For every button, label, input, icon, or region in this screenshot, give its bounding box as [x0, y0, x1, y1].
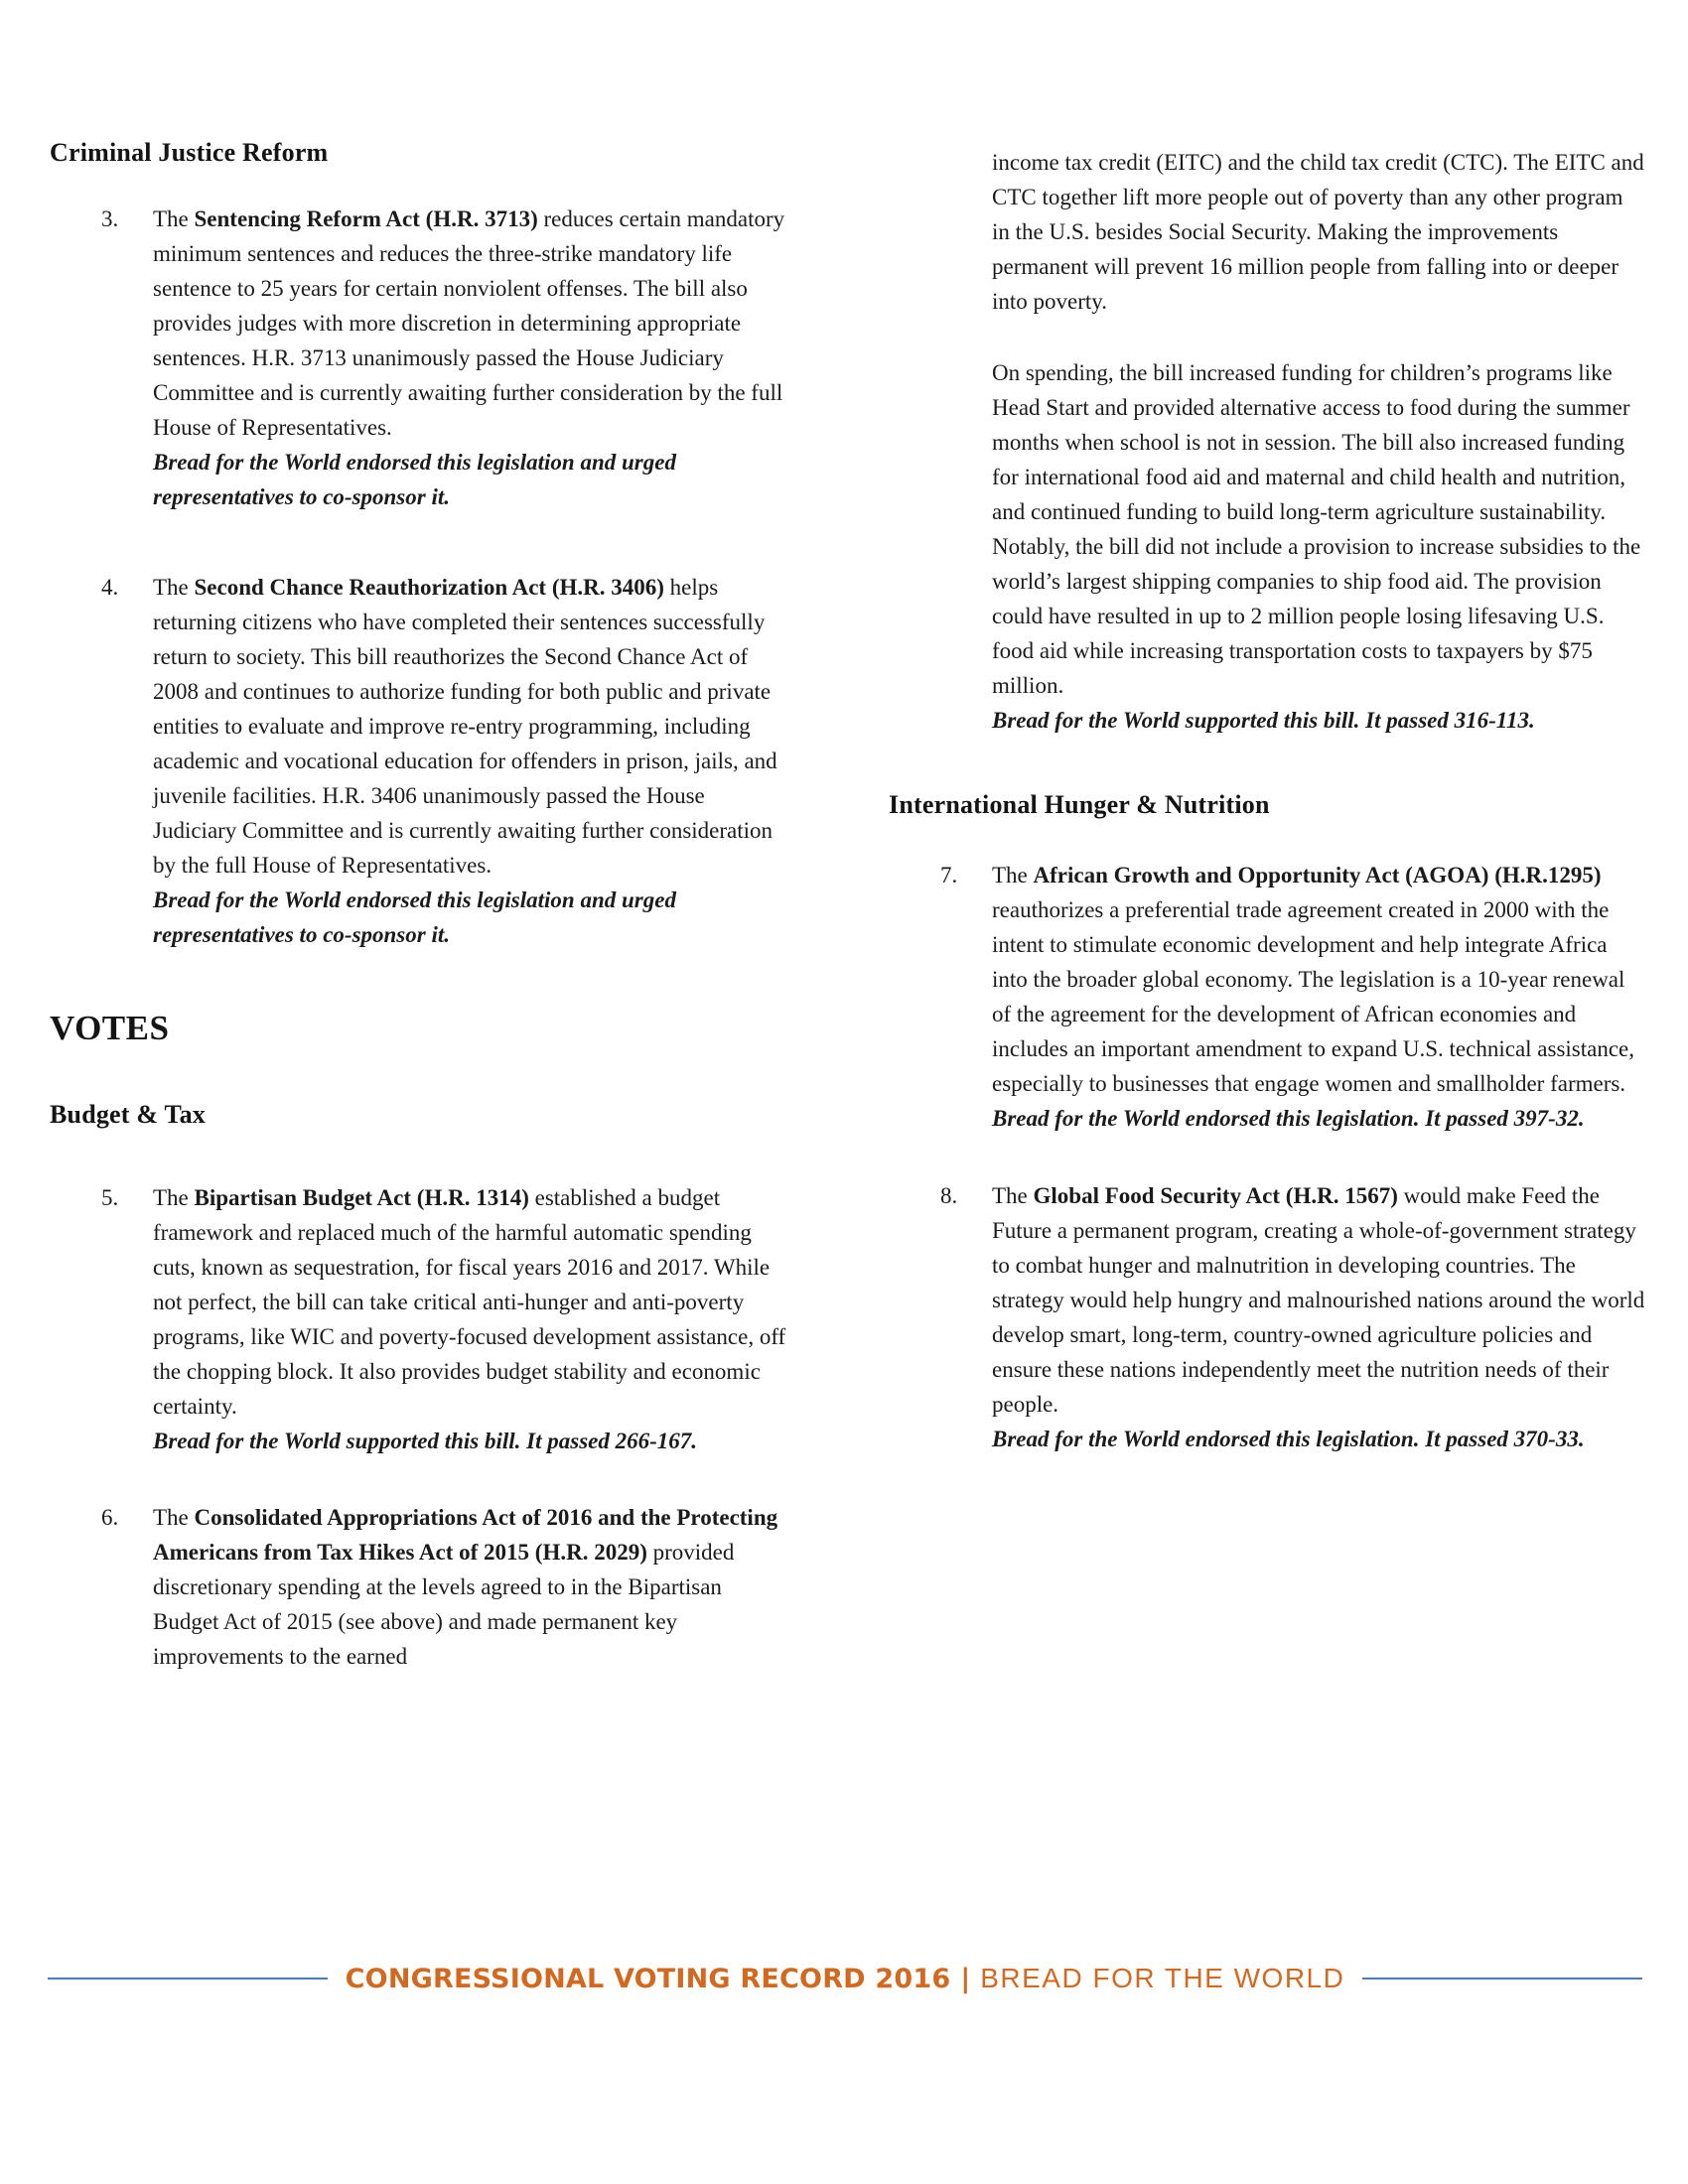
endorsement-note: Bread for the World supported this bill. It passed 316-113. [992, 708, 1535, 733]
item-description: established a budget framework and replaced much of the harmful automatic spending cuts, known as sequestration, for fiscal years 2016 and 2017. While not perfect, the bill can take critical anti-hunger and anti-poverty programs, like WIC and poverty-focused development assistance, off the chopping block. It also provides budget stability and economic certainty. [153, 1185, 786, 1419]
right-column [889, 145, 1645, 1456]
list-item-number: 3. [101, 206, 119, 231]
list-item-body [153, 1180, 788, 1458]
footer-rule-left [48, 1978, 328, 1979]
list-item-4 [50, 570, 788, 952]
item-lead-text: The [153, 206, 195, 231]
continuation-paragraph-1: income tax credit (EITC) and the child tax credit (CTC). The EITC and CTC together lift more people out of poverty than any other program in the U.S. besides Social Security. Making the improvements permanent will prevent 16 million people from falling into or deeper into poverty. [992, 150, 1644, 314]
bill-name: Sentencing Reform Act (H.R. 3713) [194, 206, 538, 231]
item-lead-text: The [153, 1185, 195, 1210]
list-item-8 [889, 1178, 1645, 1456]
list-item-body [153, 202, 788, 514]
list-item-6 [50, 1500, 788, 1674]
list-item-number: 8. [940, 1183, 958, 1208]
endorsement-note: Bread for the World endorsed this legislation and urged representatives to co-sponsor it. [153, 887, 676, 947]
list-item-number: 6. [101, 1505, 119, 1530]
item-description: helps returning citizens who have completed their sentences successfully return to society. This bill reauthorizes the Second Chance Act of 2008 and continues to authorize funding for both public and private entities to evaluate and improve re-entry programming, including academic and vocational education for offenders in prison, jails, and juvenile facilities. H.R. 3406 unanimously passed the House Judiciary Committee and is currently awaiting further consideration by the full House of Representatives. [153, 575, 777, 878]
footer-rule-right [1362, 1978, 1642, 1979]
item-lead-text: The [153, 575, 195, 600]
item-description: provided discretionary spending at the levels agreed to in the Bipartisan Budget Act of 2015 (see above) and made permanent key improvements to the earned [153, 1540, 735, 1669]
list-item-3 [50, 202, 788, 514]
endorsement-note: Bread for the World endorsed this legislation and urged representatives to co-sponsor it. [153, 450, 676, 509]
item-description: would make Feed the Future a permanent program, creating a whole-of-government strategy to combat hunger and malnutrition in developing countries. The strategy would help hungry and malnourished nations around the world develop smart, long-term, country-owned agriculture policies and ensure these nations independently meet the nutrition needs of their people. [992, 1183, 1645, 1417]
list-item-5 [50, 1180, 788, 1458]
bill-name: Global Food Security Act (H.R. 1567) [1033, 1183, 1398, 1208]
list-item-number: 7. [940, 863, 958, 887]
votes-heading: VOTES [50, 1009, 170, 1047]
item-description: reduces certain mandatory minimum sentences and reduces the three-strike mandatory life sentence to 25 years for certain nonviolent offenses. The bill also provides judges with more discretion in determining appropriate sentences. H.R. 3713 unanimously passed the House Judiciary Committee and is currently awaiting further consideration by the full House of Representatives. [153, 206, 785, 440]
item-lead-text: The [992, 863, 1034, 887]
bill-name: Bipartisan Budget Act (H.R. 1314) [194, 1185, 529, 1210]
list-item-number: 5. [101, 1185, 119, 1210]
endorsement-note: Bread for the World supported this bill. It passed 266-167. [153, 1429, 698, 1453]
footer-text [328, 1963, 1363, 1994]
footer-separator: | [960, 1964, 971, 1994]
list-item-body [153, 570, 788, 952]
section-heading-international-hunger-nutrition: International Hunger & Nutrition [889, 790, 1270, 819]
left-column [50, 137, 788, 1674]
endorsement-note: Bread for the World endorsed this legislation. It passed 370-33. [992, 1427, 1585, 1451]
item-lead-text: The [992, 1183, 1034, 1208]
list-item-body [153, 1500, 788, 1674]
section-heading-budget-tax: Budget & Tax [50, 1100, 207, 1129]
page-footer [48, 1956, 1642, 2001]
paragraph-text: On spending, the bill increased funding for children’s programs like Head Start and provided alternative access to food during the summer months when school is not in session. The bill also increased funding for international food aid and maternal and child health and nutrition, and continued funding to build long-term agriculture sustainability. Notably, the bill did not include a provision to increase subsidies to the world’s largest shipping companies to ship food aid. The provision could have resulted in up to 2 million people losing lifesaving U.S. food aid while increasing transportation costs to taxpayers by $75 million. [992, 360, 1641, 698]
footer-title: CONGRESSIONAL VOTING RECORD 2016 [345, 1964, 951, 1994]
bill-name: Second Chance Reauthorization Act (H.R. 3406) [194, 575, 664, 600]
bill-name: Consolidated Appropriations Act of 2016 and the Protecting Americans from Tax Hikes Act of 2015 (H.R. 2029) [153, 1505, 778, 1565]
continuation-paragraph-2 [992, 355, 1645, 738]
list-item-body [992, 1178, 1645, 1456]
bill-name: African Growth and Opportunity Act (AGOA) (H.R.1295) [1033, 863, 1602, 887]
endorsement-note: Bread for the World endorsed this legislation. It passed 397-32. [992, 1106, 1585, 1131]
footer-brand: BREAD FOR THE WORLD [980, 1963, 1345, 1993]
section-heading-criminal-justice-reform: Criminal Justice Reform [50, 138, 329, 167]
item-description: reauthorizes a preferential trade agreement created in 2000 with the intent to stimulate economic development and help integrate Africa into the broader global economy. The legislation is a 10-year renewal of the agreement for the development of African economies and includes an important amendment to expand U.S. technical assistance, especially to businesses that engage women and smallholder farmers. [992, 897, 1635, 1096]
list-item-number: 4. [101, 575, 119, 600]
item-lead-text: The [153, 1505, 195, 1530]
list-item-body [992, 858, 1645, 1136]
list-item-7 [889, 858, 1645, 1136]
